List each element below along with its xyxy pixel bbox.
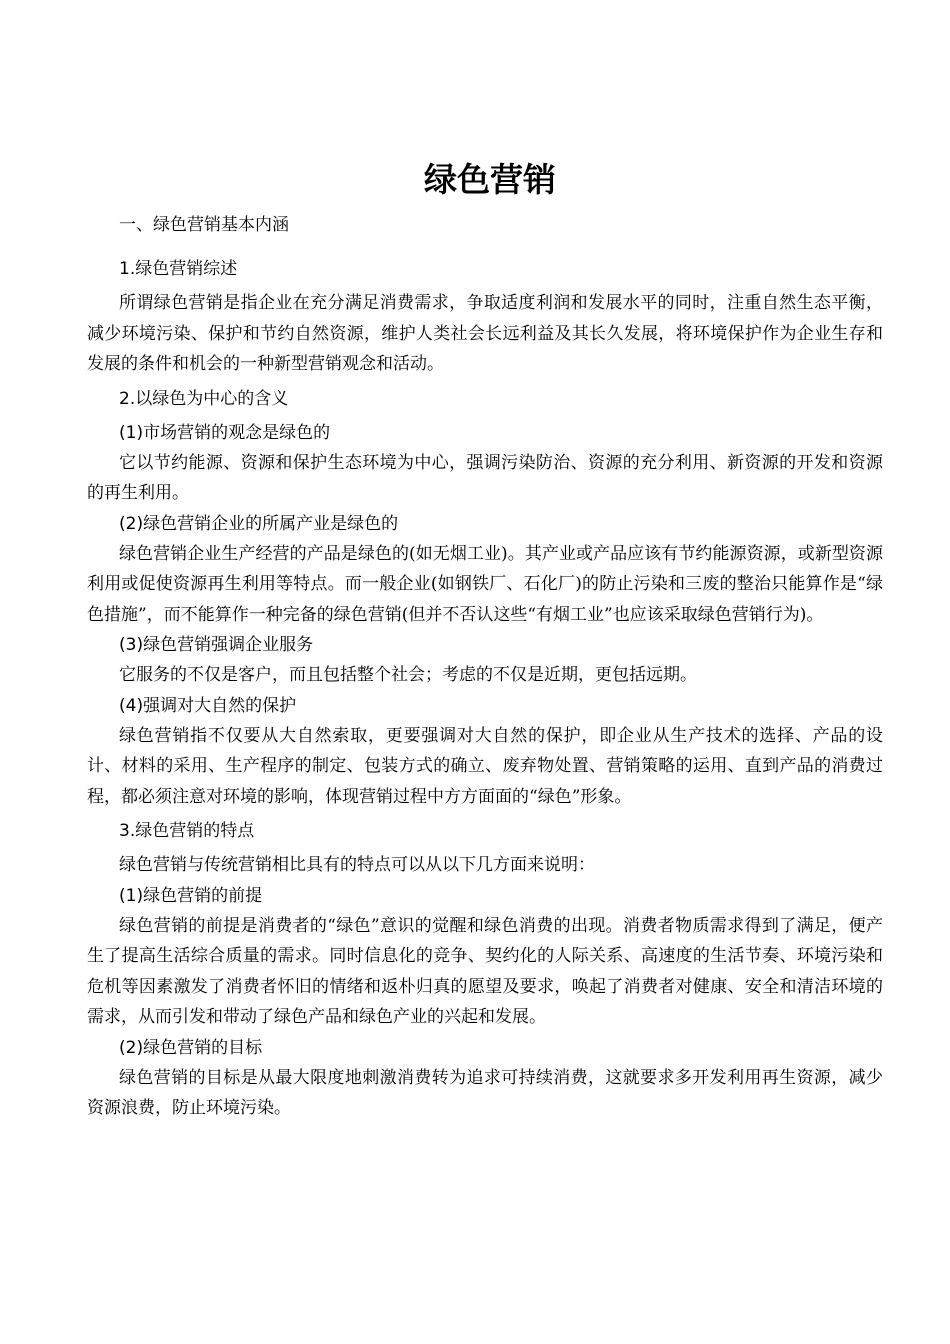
paragraph: 绿色营销的目标是从最大限度地刺激消费转为追求可持续消费，这就要求多开发利用再生资源，减少资源浪费，防止环境污染。 [87,1067,883,1118]
paragraph: 绿色营销与传统营销相比具有的特点可以从以下几方面来说明： [119,855,595,875]
paragraph: 绿色营销的前提是消费者的“绿色”意识的觉醒和绿色消费的出现。消费者物质需求得到了满足，便产生了提高生活综合质量的需求。同时信息化的竞争、契约化的人际关系、高速度的生活节奏、环境污染和危机等因素激发了消费者怀旧的情绪和返朴归真的愿望及要求，唤起了消费者对健康、安全和清洁环境的需求，从而引发和带动了绿色产品和绿色产业的兴起和发展。 [87,915,883,1027]
item-heading: (2)绿色营销企业的所属产业是绿色的 [119,513,399,534]
document-body [87,206,883,1124]
paragraph: 它服务的不仅是客户，而且包括整个社会；考虑的不仅是近期，更包括远期。 [119,665,697,685]
item-heading: (4)强调对大自然的保护 [119,695,297,716]
item-heading: (1)市场营销的观念是绿色的 [119,422,331,443]
paragraph: 它以节约能源、资源和保护生态环境为中心，强调污染防治、资源的充分利用、新资源的开发和资源的再生利用。 [87,452,883,503]
paragraph: 绿色营销指不仅要从大自然索取，更要强调对大自然的保护，即企业从生产技术的选择、产品的设计、材料的采用、生产程序的制定、包装方式的确立、废弃物处置、营销策略的运用、直到产品的消费过程，都必须注意对环境的影响，体现营销过程中方方面面的“绿色”形象。 [87,725,883,807]
paragraph: 所谓绿色营销是指企业在充分满足消费需求，争取适度利润和发展水平的同时，注重自然生态平衡，减少环境污染、保护和节约自然资源，维护人类社会长远利益及其长久发展，将环境保护作为企业生存和发展的条件和机会的一种新型营销观念和活动。 [87,293,883,374]
subsection-heading: 2.以绿色为中心的含义 [119,388,289,409]
document-title: 绿色营销 [424,160,556,199]
subsection-heading: 1.绿色营销综述 [119,259,238,279]
subsection-heading: 3.绿色营销的特点 [119,821,255,841]
item-heading: (2)绿色营销的目标 [119,1037,263,1058]
section-heading: 一、绿色营销基本内涵 [119,215,289,235]
item-heading: (1)绿色营销的前提 [119,885,263,906]
paragraph: 绿色营销企业生产经营的产品是绿色的(如无烟工业)。其产业或产品应该有节约能源资源，或新型资源利用或促使资源再生利用等特点。而一般企业(如钢铁厂、石化厂)的防止污染和三废的整治只能算作是“绿色措施”，而不能算作一种完备的绿色营销(但并不否认这些“有烟工业”也应该采取绿色营销行为)。 [87,543,883,625]
item-heading: (3)绿色营销强调企业服务 [119,635,314,655]
